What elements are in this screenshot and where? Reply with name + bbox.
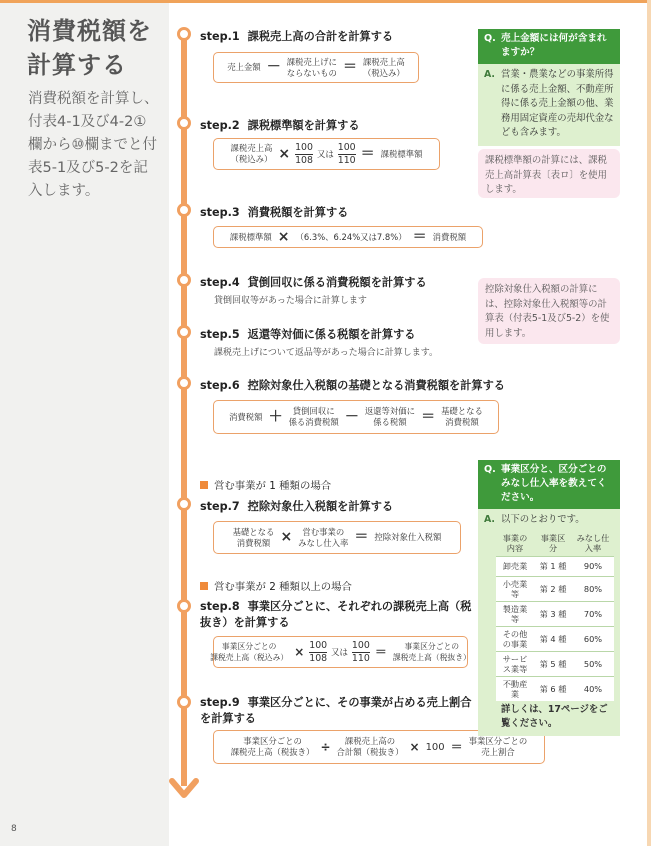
step-9-title: 事業区分ごとに、その事業が占める売上割合を計算する bbox=[200, 696, 472, 725]
table-row bbox=[496, 626, 614, 651]
formula-term: 事業区分ごとの 課税売上高（税込み） bbox=[210, 642, 289, 662]
formula-term: 事業区分ごとの 課税売上高（税抜き） bbox=[230, 736, 315, 757]
page-lead: 消費税額を計算し、付表4-1及び4-2①欄から⑩欄までと付表5-1及び5-2を記入します。 bbox=[28, 91, 159, 199]
plus-operator: ＋ bbox=[268, 408, 283, 425]
fraction: $\frac{100}{108}$ bbox=[309, 639, 328, 664]
step-4-note: 貸倒回収等があった場合に計算します bbox=[214, 296, 367, 306]
qa-business-categories bbox=[478, 460, 620, 736]
table-cell: 卸売業 bbox=[496, 556, 534, 576]
timeline-dot-5 bbox=[177, 325, 191, 339]
step-4-title: 貸倒回収に係る消費税額を計算する bbox=[247, 276, 427, 289]
step-7-title: 控除対象仕入税額を計算する bbox=[247, 500, 394, 513]
table-row bbox=[496, 576, 614, 601]
page-number: 8 bbox=[11, 824, 17, 834]
table-cell: サービス業等 bbox=[496, 651, 534, 676]
formula-term: 控除対象仕入税額 bbox=[374, 532, 442, 542]
step-5-title: 返還等対価に係る税額を計算する bbox=[247, 328, 416, 341]
formula-term: 課税標準額 bbox=[380, 148, 423, 159]
page-title-line1: 消費税額を bbox=[27, 17, 152, 45]
timeline-arrow-icon bbox=[168, 772, 200, 804]
formula-term: 基礎となる 消費税額 bbox=[232, 526, 275, 548]
table-cell: 90% bbox=[572, 556, 614, 576]
table-cell: 80% bbox=[572, 576, 614, 601]
section-heading-text: 営む事業が 2 種類以上の場合 bbox=[214, 581, 352, 593]
multiply-operator: × bbox=[280, 529, 293, 545]
table-cell: 第 2 種 bbox=[534, 576, 572, 601]
step-8-heading bbox=[200, 599, 475, 631]
formula-term: 事業区分ごとの 売上割合 bbox=[468, 736, 528, 757]
step-3-heading bbox=[200, 204, 348, 220]
formula-term: 消費税額 bbox=[432, 231, 467, 242]
table-cell: 小売業等 bbox=[496, 576, 534, 601]
formula-term: 貸倒回収に 係る消費税額 bbox=[288, 406, 339, 427]
step-2-heading bbox=[200, 117, 360, 133]
question-text: 売上金額には何が含まれますか？ bbox=[501, 33, 607, 58]
equals-operator: ＝ bbox=[412, 228, 427, 245]
step-1-heading bbox=[200, 28, 393, 44]
or-word: 又は bbox=[316, 148, 334, 159]
minus-operator: － bbox=[344, 408, 359, 425]
formula-term: 課税売上高 （税込み） bbox=[362, 56, 405, 78]
table-cell: 不動産業 bbox=[496, 676, 534, 701]
fraction: $\frac{100}{108}$ bbox=[295, 141, 313, 166]
table-header-row bbox=[496, 531, 614, 557]
table-header: 事業の内容 bbox=[496, 531, 534, 557]
table-cell: 第 6 種 bbox=[534, 676, 572, 701]
table-cell: 70% bbox=[572, 601, 614, 626]
timeline-dot-2 bbox=[177, 116, 191, 130]
step-7-formula bbox=[213, 521, 461, 554]
multiply-operator: × bbox=[277, 228, 290, 245]
formula-term: 営む事業の みなし仕入率 bbox=[298, 526, 349, 548]
side-rule bbox=[647, 0, 651, 846]
table-row bbox=[496, 601, 614, 626]
step-5-note: 課税売上げについて返品等があった場合に計算します。 bbox=[214, 348, 439, 358]
timeline-dot-3 bbox=[177, 203, 191, 217]
fraction: $\frac{100}{110}$ bbox=[337, 141, 356, 166]
timeline-dot-8 bbox=[177, 599, 191, 613]
table-cell: その他の事業 bbox=[496, 626, 534, 651]
timeline-dot-7 bbox=[177, 497, 191, 511]
formula-term: （6.3%、6.24%又は7.8%） bbox=[295, 231, 407, 242]
step-6-title: 控除対象仕入税額の基礎となる消費税額を計算する bbox=[247, 379, 505, 392]
table-header: みなし仕入率 bbox=[572, 531, 614, 557]
question-label: Q. bbox=[484, 464, 496, 475]
section-heading-multiple-business bbox=[200, 578, 352, 593]
step-6-formula bbox=[213, 400, 499, 434]
page-title bbox=[27, 14, 152, 82]
step-8-formula bbox=[210, 636, 471, 668]
formula-term: 事業区分ごとの 課税売上高（税抜き） bbox=[392, 642, 471, 662]
formula-term: 課税標準額 bbox=[229, 231, 272, 242]
divide-operator: ÷ bbox=[320, 739, 331, 754]
equals-operator: ＝ bbox=[354, 529, 369, 545]
table-cell: 40% bbox=[572, 676, 614, 701]
table-row bbox=[496, 676, 614, 701]
fraction: $\frac{100}{110}$ bbox=[351, 639, 370, 664]
step-5-heading bbox=[200, 326, 415, 342]
timeline-dot-9 bbox=[177, 695, 191, 709]
table-cell: 60% bbox=[572, 626, 614, 651]
page-title-line2: 計算する bbox=[27, 51, 127, 79]
table-cell: 第 3 種 bbox=[534, 601, 572, 626]
equals-operator: ＝ bbox=[421, 408, 436, 425]
step-3-number: step.3 bbox=[200, 206, 240, 219]
answer-text: 以下のとおりです。 bbox=[501, 514, 585, 525]
step-3-title: 消費税額を計算する bbox=[247, 206, 349, 219]
formula-term: 売上金額 bbox=[227, 62, 261, 72]
multiply-operator: × bbox=[409, 739, 420, 754]
answer-label: A. bbox=[484, 514, 495, 525]
equals-operator: ＝ bbox=[374, 644, 387, 659]
formula-term: 課税売上高の 合計額（税抜き） bbox=[336, 736, 404, 757]
multiply-operator: × bbox=[278, 145, 291, 162]
step-4-heading bbox=[200, 274, 427, 290]
timeline-dot-1 bbox=[177, 27, 191, 41]
formula-term: 返還等対価に 係る税額 bbox=[364, 406, 416, 427]
table-cell: 製造業等 bbox=[496, 601, 534, 626]
table-cell: 50% bbox=[572, 651, 614, 676]
step-2-title: 課税標準額を計算する bbox=[247, 119, 360, 132]
section-heading-one-business bbox=[200, 477, 331, 492]
formula-term: 課税売上高 （税込み） bbox=[230, 143, 273, 164]
step-1-formula bbox=[213, 52, 419, 83]
table-header: 事業区分 bbox=[534, 531, 572, 557]
step-6-heading bbox=[200, 377, 505, 393]
square-bullet-icon bbox=[200, 481, 208, 489]
table-cell: 第 5 種 bbox=[534, 651, 572, 676]
qa-answer bbox=[478, 509, 620, 736]
formula-term: 課税売上げに ならないもの bbox=[286, 56, 337, 78]
step-8-title: 事業区分ごとに、それぞれの課税売上高（税抜き）を計算する bbox=[200, 600, 472, 629]
timeline bbox=[181, 34, 187, 786]
qa-sales-amount bbox=[478, 29, 620, 146]
step-1-title: 課税売上高の合計を計算する bbox=[247, 30, 394, 43]
formula-term: 基礎となる 消費税額 bbox=[441, 406, 483, 427]
table-cell: 第 4 種 bbox=[534, 626, 572, 651]
formula-term: 100 bbox=[425, 741, 445, 753]
step-3-formula bbox=[213, 226, 483, 248]
question-label: Q. bbox=[484, 33, 496, 44]
timeline-dot-6 bbox=[177, 376, 191, 390]
question-text: 事業区分と、区分ごとのみなし仕入率を教えてください。 bbox=[501, 464, 607, 503]
qa-question bbox=[478, 29, 620, 64]
note-deduction-table: 控除対象仕入税額の計算には、控除対象仕入税額等の計算表（付表5-1及び5-2）を使用します。 bbox=[478, 278, 620, 344]
minus-operator: － bbox=[266, 59, 281, 75]
square-bullet-icon bbox=[200, 582, 208, 590]
table-row bbox=[496, 651, 614, 676]
answer-label: A. bbox=[484, 69, 495, 80]
table-row bbox=[496, 556, 614, 576]
step-9-heading bbox=[200, 695, 475, 727]
note-tax-base-table: 課税標準額の計算には、課税売上高計算表〔表ロ〕を使用します。 bbox=[478, 149, 620, 198]
answer-text: 営業・農業などの事業所得に係る売上金額、不動産所得に係る売上金額の他、業務用固定資産の売却代金なども含みます。 bbox=[501, 69, 614, 138]
step-9-number: step.9 bbox=[200, 696, 240, 709]
step-7-number: step.7 bbox=[200, 500, 240, 513]
step-5-number: step.5 bbox=[200, 328, 240, 341]
timeline-dot-4 bbox=[177, 273, 191, 287]
equals-operator: ＝ bbox=[360, 145, 375, 162]
qa-reference-note: 詳しくは、17ページをご覧ください。 bbox=[501, 703, 608, 729]
equals-operator: ＝ bbox=[342, 59, 357, 75]
step-1-number: step.1 bbox=[200, 30, 240, 43]
equals-operator: ＝ bbox=[450, 739, 463, 754]
multiply-operator: × bbox=[294, 644, 305, 659]
section-heading-text: 営む事業が 1 種類の場合 bbox=[214, 480, 332, 492]
step-8-number: step.8 bbox=[200, 600, 240, 613]
step-2-formula bbox=[213, 138, 440, 170]
purchase-rate-table bbox=[496, 531, 614, 701]
step-7-heading bbox=[200, 498, 393, 514]
step-4-number: step.4 bbox=[200, 276, 240, 289]
qa-answer bbox=[478, 64, 620, 146]
step-6-number: step.6 bbox=[200, 379, 240, 392]
table-cell: 第 1 種 bbox=[534, 556, 572, 576]
step-2-number: step.2 bbox=[200, 119, 240, 132]
formula-term: 消費税額 bbox=[229, 411, 263, 422]
qa-question bbox=[478, 460, 620, 509]
or-word: 又は bbox=[331, 646, 348, 657]
